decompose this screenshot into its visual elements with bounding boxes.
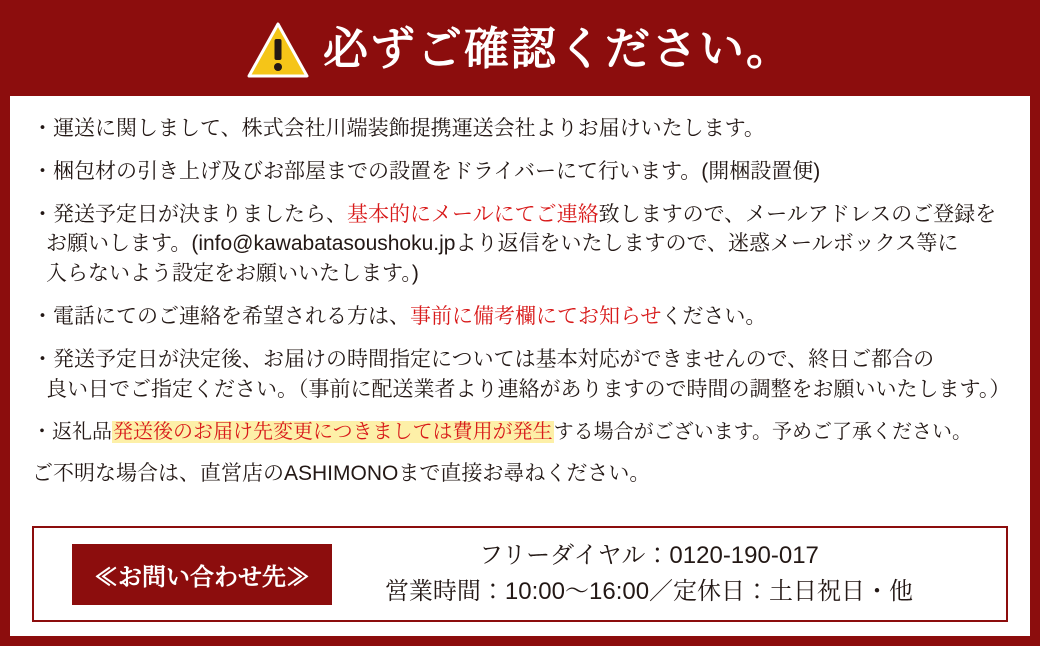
contact-badge: ≪お問い合わせ先≫ [72, 544, 332, 605]
notice-text-highlight: 発送後のお届け先変更につきましては費用が発生 [113, 420, 553, 443]
notice-text: ・発送予定日が決まりましたら、 [32, 202, 347, 226]
notice-address-change [32, 418, 1008, 446]
header-banner [0, 0, 1040, 96]
notice-text: お願いします。(info@kawabatasoushoku.jpより返信をいたしますので、迷惑メールボックス等に [46, 232, 959, 256]
contact-box [32, 526, 1008, 622]
notice-mail [32, 200, 1008, 289]
notice-time [32, 345, 1011, 405]
notice-shipping [32, 114, 1008, 144]
notice-text: ください。 [661, 305, 767, 329]
contact-free-dial: フリーダイヤル：0120-190-017 [479, 542, 819, 569]
notice-text: 良い日でご指定ください。（事前に配送業者より連絡がありますので時間の調整をお願いいたします。） [46, 377, 1011, 401]
notice-text: する場合がございます。予めご了承ください。 [553, 420, 973, 443]
notice-text: ・運送に関しまして、株式会社川端装飾提携運送会社よりお届けいたします。 [32, 117, 765, 140]
warning-triangle-icon [247, 22, 309, 78]
notice-phone [32, 302, 1008, 332]
page-title: 必ずご確認ください。 [322, 22, 793, 74]
notice-text-emphasis: 事前に備考欄にてお知らせ [410, 305, 662, 329]
contact-details [332, 538, 1006, 610]
notice-text: ・電話にてのご連絡を希望される方は、 [32, 305, 410, 329]
notice-text: ・返礼品 [32, 420, 112, 443]
notice-questions [32, 459, 1008, 489]
notice-text: ・梱包材の引き上げ及びお部屋までの設置をドライバーにて行います。(開梱設置便) [32, 159, 821, 183]
notice-packing [32, 157, 1008, 187]
contact-hours: 営業時間：10:00〜16:00／定休日：土日祝日・他 [384, 578, 914, 605]
notice-text: ご不明な場合は、直営店のASHIMONOまで直接お尋ねください。 [32, 461, 651, 485]
notice-text: 致しますので、メールアドレスのご登録を [598, 202, 997, 226]
notice-text: ・発送予定日が決定後、お届けの時間指定については基本対応ができませんので、終日ご都合の [32, 347, 935, 371]
notice-panel [10, 96, 1030, 636]
notice-text: 入らないよう設定をお願いいたします。) [46, 262, 419, 286]
notice-text-emphasis: 基本的にメールにてご連絡 [347, 202, 599, 226]
